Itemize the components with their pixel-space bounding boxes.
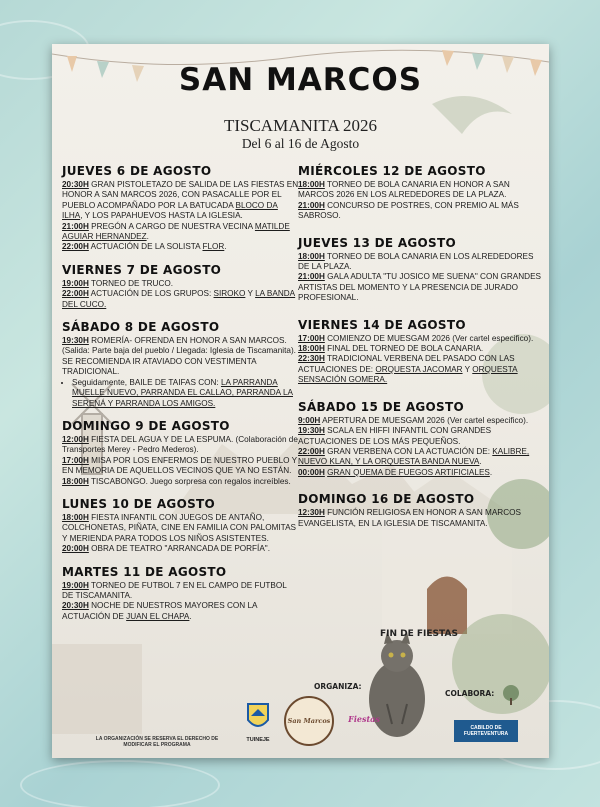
event-item [298, 447, 542, 468]
tree-logo-icon [496, 684, 526, 706]
event-item [62, 544, 300, 554]
event-time: 17:00H [62, 455, 89, 465]
event-item [62, 456, 300, 477]
event-item [62, 513, 300, 544]
event-performer: GRAN QUEMA DE FUEGOS ARTIFICIALES [327, 467, 490, 477]
event-item [62, 289, 300, 310]
event-time: 19:00H [62, 278, 89, 288]
day-block [298, 236, 542, 304]
event-time: 17:00H [298, 333, 325, 343]
event-time: 21:00H [298, 272, 325, 282]
event-time: 22:00H [62, 242, 89, 252]
event-performer: ORQUESTA SENSACIÓN GOMERA. [298, 364, 518, 385]
event-text: GALA ADULTA "TU JOSICO ME SUENA" CON GRANDES ARTISTAS DEL MOMENTO Y LA PRESENCIA DE JURADO PROFESIONAL. [298, 272, 542, 303]
day-title: JUEVES 6 DE AGOSTO [62, 164, 212, 178]
day-block [62, 497, 300, 555]
event-time: 18:00H [62, 476, 89, 486]
day-title: SÁBADO 15 DE AGOSTO [298, 399, 464, 414]
event-time: 21:00H [62, 221, 89, 231]
water-ripple [20, 760, 220, 807]
day-title: MARTES 11 DE AGOSTO [62, 564, 227, 579]
event-time: 9:00H [298, 415, 321, 425]
day-block [62, 419, 300, 487]
colabora-label: COLABORA: [445, 689, 495, 698]
event-time: 18:00H [298, 251, 325, 261]
day-title: DOMINGO 9 DE AGOSTO [62, 418, 230, 433]
event-time: 21:00H [298, 200, 325, 210]
event-text: COMIENZO DE MUESGAM 2026 (Ver cartel especifico). [324, 333, 534, 343]
event-text: FIESTA INFANTIL CON JUEGOS DE ANTAÑO, COLCHONETAS, PIÑATA, CINE EN FAMILIA CON PALOMITAS Y MERIENDA PARA TODOS LOS NIÑOS ASISTENTES. [62, 512, 296, 543]
event-text: GRAN VERBENA CON LA ACTUACIÓN DE: [324, 446, 493, 456]
event-performer: JUAN EL CHAPA [126, 611, 190, 621]
day-block [62, 320, 300, 409]
poster-title: SAN MARCOS [178, 62, 423, 98]
event-item [62, 242, 300, 252]
event-bullet [72, 378, 300, 409]
event-time: 19:00H [62, 580, 89, 590]
event-text: OBRA DE TEATRO "ARRANCADA DE PORFÍA". [88, 544, 270, 554]
event-time: 12:00H [62, 434, 89, 444]
day-block [298, 400, 542, 478]
event-time: 18:00H [298, 344, 325, 354]
cabildo-logo [454, 720, 518, 742]
event-item [62, 378, 300, 409]
organiza-label: ORGANIZA: [314, 682, 362, 691]
event-text: GRAN PISTOLETAZO DE SALIDA DE LAS FIESTAS EN HONOR A SAN MARCOS 2026, CON PASACALLE POR EL PUEBLO ACOMPAÑADO POR LA BATUCADA [62, 180, 299, 210]
tuineje-logo-text: TUINEJE [246, 737, 270, 743]
event-text: FINAL DEL TORNEO DE BOLA CANARIA. [324, 344, 484, 354]
event-item [298, 354, 542, 385]
event-item [62, 180, 300, 222]
day-block [62, 565, 300, 623]
event-time: 20:30H [62, 601, 89, 611]
event-item [62, 581, 300, 602]
event-time: 20:30H [62, 180, 89, 189]
event-performer: KALIBRE, NUEVO KLAN, Y LA ORQUESTA BANDA NUEVA [298, 446, 530, 467]
event-item [298, 508, 542, 529]
event-time: 19:30H [298, 426, 325, 436]
event-poster [52, 44, 549, 758]
san-marcos-logo-text: San Marcos [287, 717, 331, 725]
event-text: Y [245, 289, 256, 299]
right-column [298, 164, 542, 539]
event-text: . [489, 467, 493, 477]
event-item [298, 272, 542, 303]
event-item [298, 201, 542, 222]
event-item [62, 336, 300, 378]
event-text: MISA POR LOS ENFERMOS DE NUESTRO PUEBLO Y EN MEMORIA DE AQUELLOS VECINOS QUE YA NO ESTÁN. [62, 455, 297, 476]
event-text: TRADICIONAL VERBENA DEL PASADO CON LAS ACTUACIONES DE: [298, 354, 515, 374]
event-text: . [479, 457, 482, 467]
event-text: FUNCIÓN RELIGIOSA EN HONOR A SAN MARCOS EVANGELISTA, EN LA IGLESIA DE TISCAMANITA. [298, 508, 521, 528]
event-item [298, 426, 542, 447]
event-text: CONCURSO DE POSTRES, CON PREMIO AL MÁS SABROSO. [298, 200, 519, 221]
day-block [62, 164, 300, 253]
event-text: . [146, 232, 149, 242]
day-title: LUNES 10 DE AGOSTO [62, 496, 216, 511]
event-item [298, 468, 542, 478]
event-performer: BLOCO DA ILHA [62, 200, 278, 221]
event-item [298, 334, 542, 344]
event-text: ACTUACIÓN DE LA SOLISTA [88, 242, 203, 252]
event-text: PREGÓN A CARGO DE NUESTRA VECINA [88, 221, 255, 231]
event-item [298, 252, 542, 273]
fiestas-logo [346, 704, 382, 734]
event-text: NOCHE DE NUESTROS MAYORES CON LA ACTUACIÓN DE [62, 601, 258, 621]
event-text: . [224, 242, 227, 252]
fin-de-fiestas-label: FIN DE FIESTAS [380, 629, 458, 639]
event-text: ROMERÍA- OFRENDA EN HONOR A SAN MARCOS. (Salida: Parte baja del pueblo / Llegada: Iglesia de Tiscamanita). SE RECOMIENDA IR ATAVIADO CON VESTIMENTA TRADICIONAL. [62, 336, 296, 377]
day-title: VIERNES 14 DE AGOSTO [298, 317, 466, 332]
day-block [62, 263, 300, 310]
event-time: 22:00H [62, 289, 89, 299]
event-text: APERTURA DE MUESGAM 2026 (Ver cartel especifico). [320, 415, 529, 425]
event-time: 18:00H [298, 180, 325, 189]
event-time: 18:00H [62, 512, 89, 522]
poster-subtitle: TISCAMANITA 2026 [223, 116, 378, 135]
event-time: 12:30H [298, 508, 325, 518]
event-text: FIESTA DEL AGUA Y DE LA ESPUMA. (Colaboración de Transportes Merey - Pedro Mederos). [62, 434, 298, 455]
event-item [298, 180, 542, 201]
event-text: Y [462, 364, 473, 374]
day-title: JUEVES 13 DE AGOSTO [298, 235, 456, 250]
event-text: TORNEO DE FUTBOL 7 EN EL CAMPO DE FUTBOL DE TISCAMANITA. [62, 580, 287, 600]
event-time: 22:00H [298, 446, 325, 456]
rights-notice: LA ORGANIZACIÓN SE RESERVA EL DERECHO DE MODIFICAR EL PROGRAMA [95, 736, 219, 748]
event-performer: MATILDE AGUIAR HERNANDEZ [62, 221, 290, 242]
tuineje-shield-icon [245, 702, 271, 732]
colabora-logo [496, 684, 526, 706]
event-item [62, 601, 300, 622]
event-item [298, 416, 542, 426]
event-item [62, 435, 300, 456]
cabildo-logo-text: CABILDO DE FUERTEVENTURA [463, 725, 509, 737]
event-performer: FLOR [202, 242, 225, 252]
san-marcos-logo [284, 696, 334, 746]
fiestas-logo-text: Fiestas [348, 714, 380, 724]
event-performer: LA PARRANDA MUELLE NUEVO, PARRANDA EL CALLAO, PARRANDA LA SERENÁ Y PARRANDA LOS AMIGOS. [72, 377, 293, 408]
poster-dates: Del 6 al 16 de Agosto [241, 136, 360, 151]
event-text: TORNEO DE TRUCO. [88, 278, 174, 288]
left-column [62, 164, 300, 632]
event-text: TISCABONGO. Juego sorpresa con regalos increíbles. [88, 476, 291, 486]
event-performer: ORQUESTA JACOMAR [375, 364, 463, 374]
event-time: 19:30H [62, 336, 89, 346]
tuineje-logo [245, 702, 271, 744]
day-block [298, 318, 542, 386]
event-item [62, 477, 300, 487]
day-title: MIÉRCOLES 12 DE AGOSTO [298, 164, 486, 178]
day-block [298, 164, 542, 222]
event-text: Seguidamente, BAILE DE TAIFAS CON: [72, 377, 221, 387]
event-text: , Y LOS PAPAHUEVOS HASTA LA IGLESIA. [80, 211, 243, 221]
day-block [298, 492, 542, 529]
event-text: ACTUACIÓN DE LOS GRUPOS: [88, 289, 214, 299]
day-title: DOMINGO 16 DE AGOSTO [298, 492, 475, 507]
event-item [298, 344, 542, 354]
event-time: 20:00H [62, 544, 89, 554]
event-text: SCALA EN HIFFI INFANTIL CON GRANDES ACTUACIONES DE LOS MÁS PEQUEÑOS. [298, 426, 492, 446]
event-text: TORNEO DE BOLA CANARIA EN HONOR A SAN MARCOS 2026 EN LOS ALREDEDORES DE LA PLAZA. [298, 180, 510, 200]
event-text: . [189, 611, 192, 621]
event-time: 22:30H [298, 354, 325, 364]
day-title: VIERNES 7 DE AGOSTO [62, 262, 222, 277]
day-title: SÁBADO 8 DE AGOSTO [62, 320, 220, 335]
event-item [62, 222, 300, 243]
event-text: TORNEO DE BOLA CANARIA EN LOS ALREDEDORES DE LA PLAZA. [298, 251, 534, 272]
event-performer: LA BANDA DEL CUCO. [62, 289, 296, 309]
event-item [62, 279, 300, 289]
event-time: 00:00H [298, 467, 325, 477]
event-performer: SIROKO [213, 289, 246, 299]
